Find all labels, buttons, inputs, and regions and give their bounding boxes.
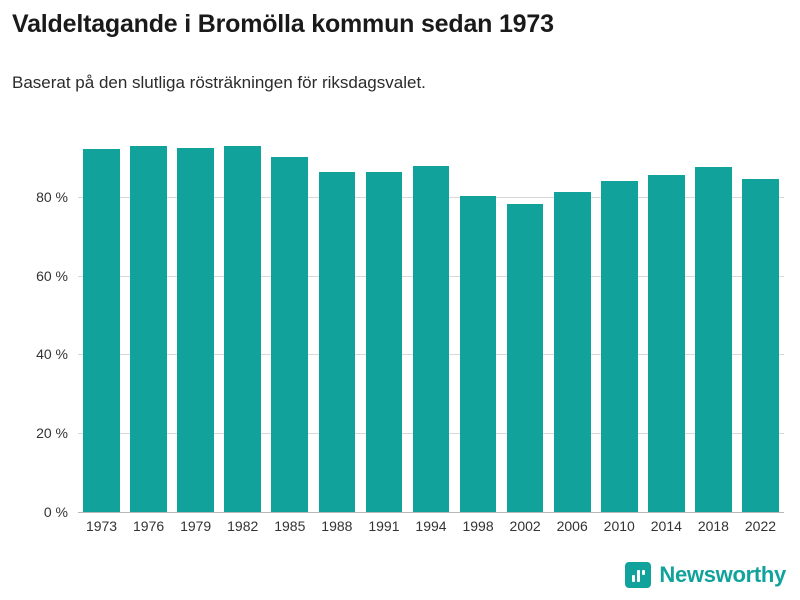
x-axis-tick-label: 1991 [368,518,400,534]
x-axis-tick-label: 1994 [415,518,447,534]
y-axis-tick-label: 0 % [43,504,68,520]
bar-series [78,118,784,512]
x-axis-tick-label: 1998 [462,518,494,534]
y-axis-tick-label: 40 % [36,346,68,363]
bar[interactable] [271,157,308,512]
bar[interactable] [366,172,403,512]
brand-logo [625,562,786,588]
bar[interactable] [460,196,497,512]
page-title: Valdeltagande i Bromölla kommun sedan 1973 [12,10,554,38]
x-axis-tick-label: 2002 [509,518,541,534]
bar[interactable] [507,204,544,512]
bar[interactable] [130,146,167,512]
bar[interactable] [648,175,685,512]
x-axis-tick-label: 1985 [274,518,306,534]
bar[interactable] [601,181,638,512]
bar[interactable] [695,167,732,512]
bar-chart-icon [625,562,651,588]
bar[interactable] [554,192,591,512]
x-axis-tick-label: 1982 [227,518,259,534]
chart-subtitle: Baserat på den slutliga rösträkningen för riksdagsvalet. [12,73,426,92]
x-axis-tick-label: 2022 [744,518,777,534]
y-axis-tick-label: 80 % [36,188,68,205]
bar[interactable] [177,148,214,512]
x-axis-tick-label: 2006 [556,518,588,534]
bar[interactable] [83,149,120,512]
x-axis-tick-label: 1976 [133,518,165,534]
gridline [78,512,784,513]
x-axis-tick-label: 2010 [603,518,635,534]
bar[interactable] [742,179,779,512]
x-axis-tick-label: 1979 [180,518,212,534]
y-axis-tick-label: 20 % [36,425,68,442]
x-axis-tick-label: 2014 [650,518,682,534]
bar[interactable] [319,172,356,512]
bar[interactable] [413,166,450,512]
x-axis-tick-label: 2018 [697,518,729,534]
brand-name: Newsworthy [659,562,786,587]
x-axis-tick-label: 1988 [321,518,353,534]
x-axis-tick-label: 1973 [85,518,118,534]
y-axis-tick-label: 60 % [36,267,68,284]
plot-area [36,118,784,534]
bar[interactable] [224,146,261,512]
